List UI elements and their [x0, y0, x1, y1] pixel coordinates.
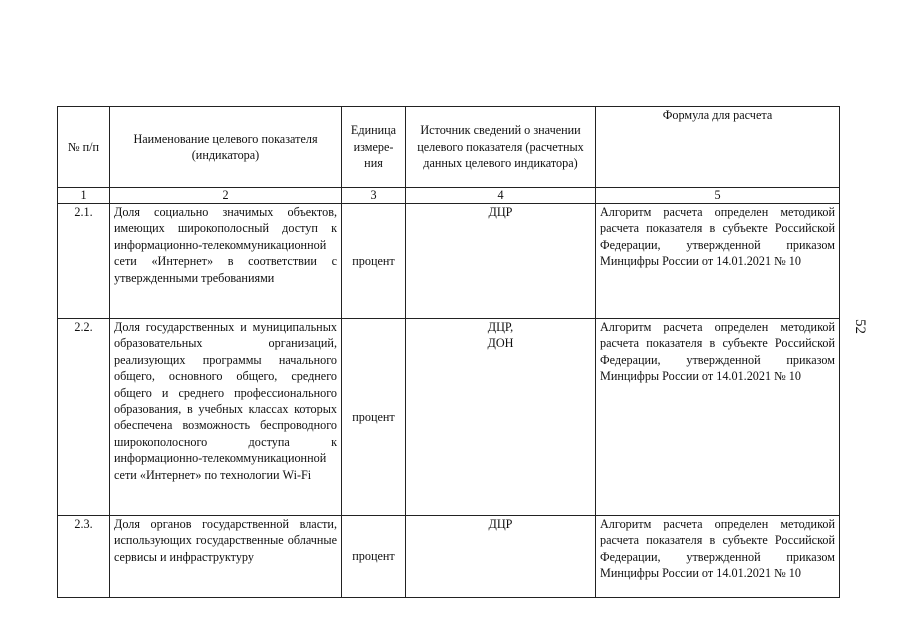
- column-numbers-row: [58, 188, 840, 204]
- column-number: 2: [110, 188, 342, 204]
- formula-text: Алгоритм расчета определен методикой расчета показателя в субъекте Российской Федерации, утвержденной приказом Минцифры России от 14.01.2021 № 10: [596, 319, 840, 516]
- column-number: 5: [596, 188, 840, 204]
- column-number: 4: [406, 188, 596, 204]
- indicator-name: Доля социально значимых объектов, имеющих широкополосный доступ к информационно-телекоммуникационной сети «Интернет» в соответствии с утвержденными требованиями: [110, 204, 342, 319]
- table-row: [58, 516, 840, 598]
- source-value: ДЦР: [406, 204, 596, 319]
- source-value: [406, 319, 596, 516]
- formula-text: Алгоритм расчета определен методикой расчета показателя в субъекте Российской Федерации, утвержденной приказом Минцифры России от 14.01.2021 № 10: [596, 516, 840, 598]
- header-unit: Единица измере-ния: [342, 107, 406, 188]
- source-line: ДЦР,: [487, 320, 514, 334]
- table-row: [58, 319, 840, 516]
- row-num: 2.2.: [58, 319, 110, 516]
- row-num: 2.1.: [58, 204, 110, 319]
- header-formula: Формула для расчета: [596, 107, 840, 188]
- indicator-name: Доля органов государственной власти, использующих государственные облачные сервисы и инфраструктуру: [110, 516, 342, 598]
- indicators-table: [57, 106, 840, 598]
- unit-value: процент: [342, 319, 406, 516]
- row-num: 2.3.: [58, 516, 110, 598]
- source-value: ДЦР: [406, 516, 596, 598]
- indicator-name: Доля государственных и муниципальных образовательных организаций, реализующих программы начального общего, основного общего, среднего общего и среднего профессионального образования, в учебных классах которых обеспечена возможность беспроводного широкополосного доступа к информационно-телекоммуникационной сети «Интернет» по технологии Wi-Fi: [110, 319, 342, 516]
- formula-text: Алгоритм расчета определен методикой расчета показателя в субъекте Российской Федерации, утвержденной приказом Минцифры России от 14.01.2021 № 10: [596, 204, 840, 319]
- header-source: Источник сведений о значении целевого показателя (расчетных данных целевого индикатора): [406, 107, 596, 188]
- source-line: ДОН: [487, 336, 514, 351]
- page-number: 52: [852, 319, 868, 334]
- column-number: 3: [342, 188, 406, 204]
- unit-value: процент: [342, 516, 406, 598]
- table-row: [58, 204, 840, 319]
- header-name: Наименование целевого показателя (индикатора): [110, 107, 342, 188]
- header-row: [58, 107, 840, 188]
- column-number: 1: [58, 188, 110, 204]
- unit-value: процент: [342, 204, 406, 319]
- header-num: № п/п: [58, 107, 110, 188]
